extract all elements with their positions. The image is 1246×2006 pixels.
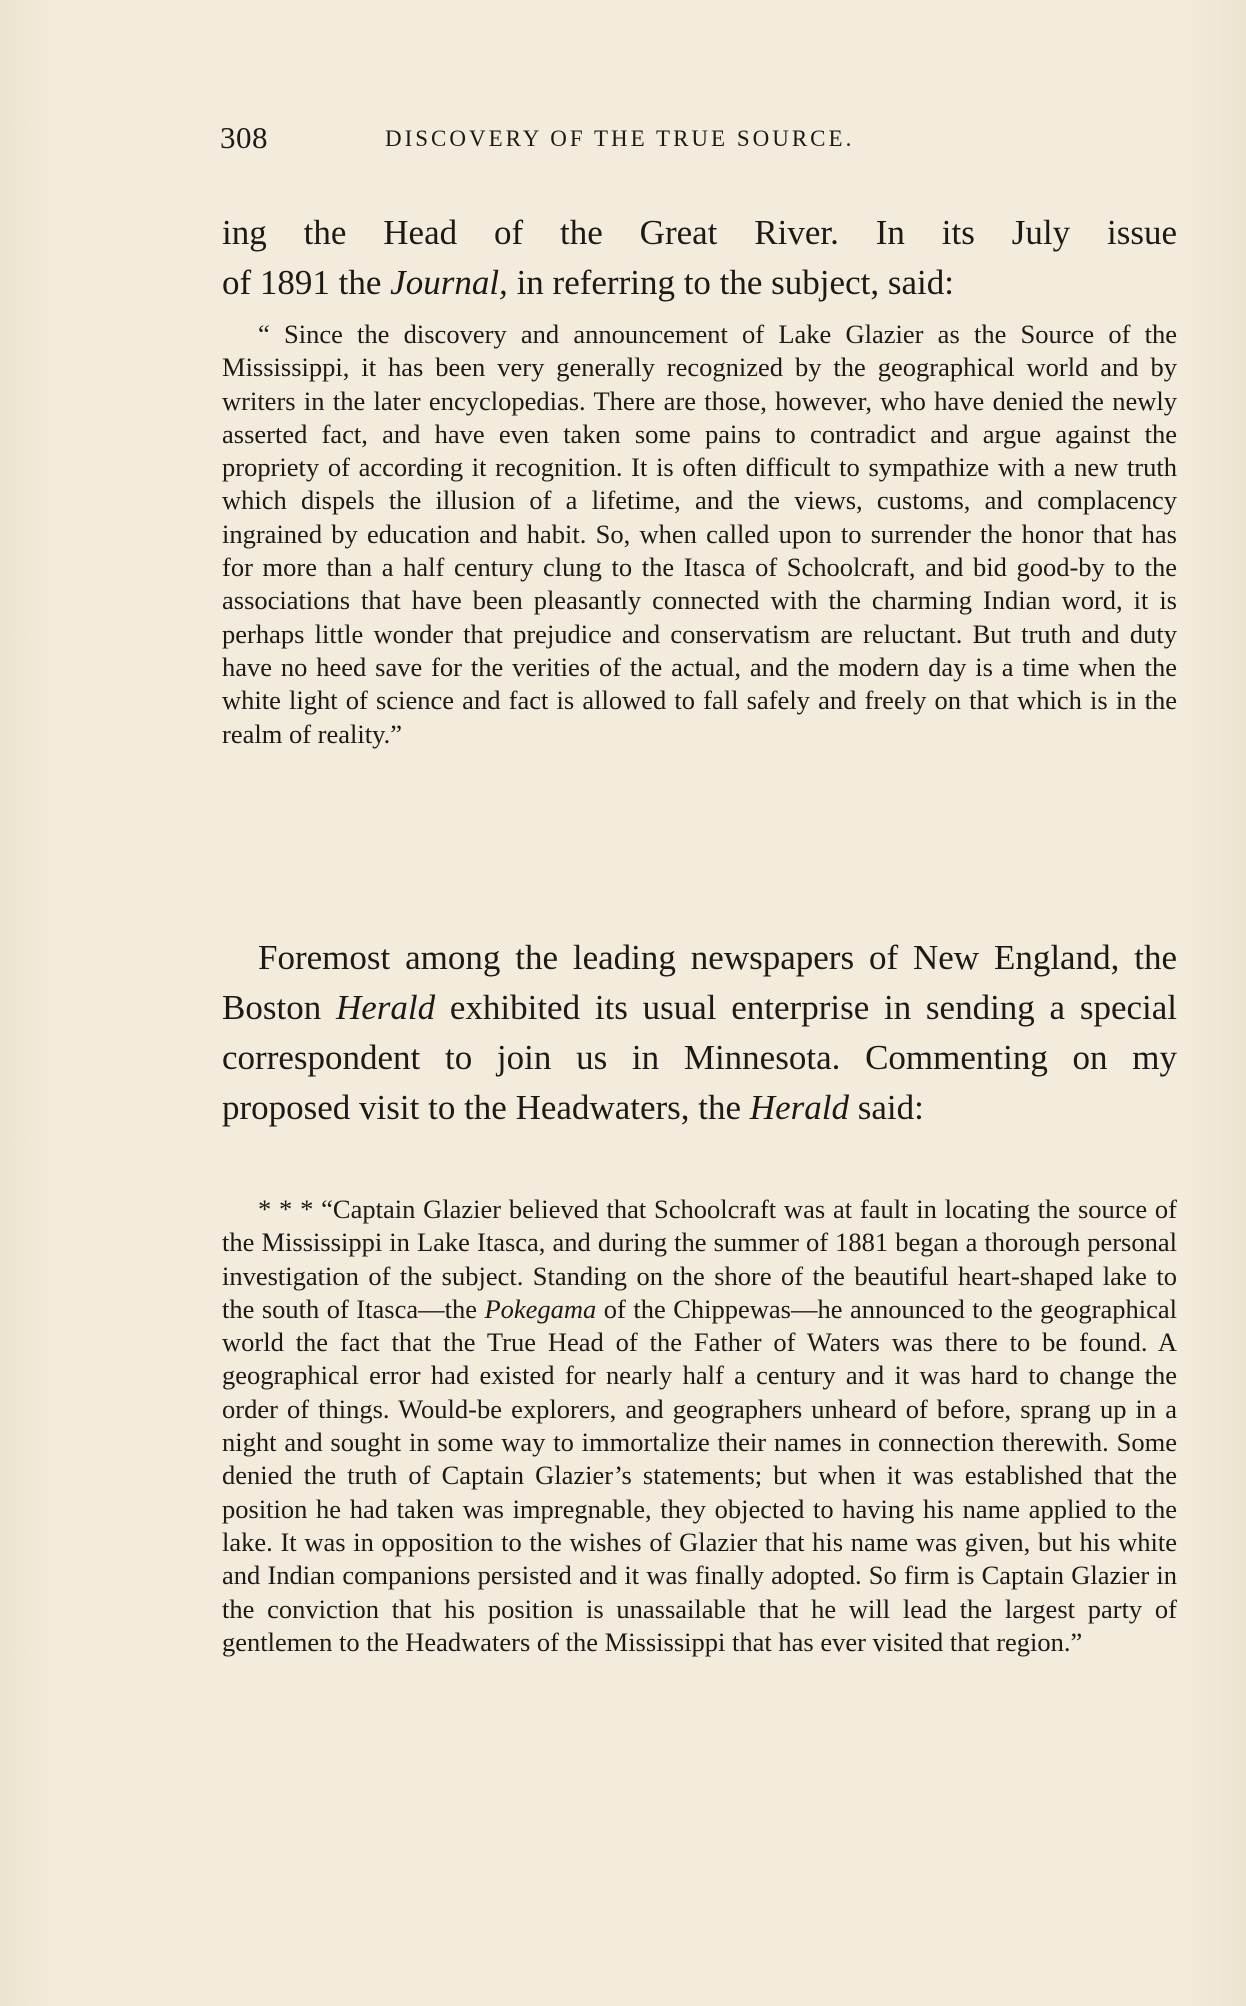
paragraph-intro-line-2 <box>222 258 1177 308</box>
paragraph-intro-line-1: ing the Head of the Great River. In its July issue <box>222 213 1177 252</box>
paragraph-herald-text-a: Foremost among the leading newspapers of New England, the Boston <box>222 938 1177 1027</box>
paragraph-herald-text <box>222 933 1177 1133</box>
paragraph-intro <box>222 208 1177 308</box>
block-quote-herald-text <box>222 1193 1177 1659</box>
journal-title: Journal, <box>390 263 508 302</box>
paragraph-herald <box>222 933 1177 1133</box>
herald-title-1: Herald <box>335 988 436 1027</box>
pokegama-name: Pokegama <box>484 1293 597 1324</box>
paragraph-intro-text-b: in referring to the subject, said: <box>507 263 954 302</box>
block-quote-herald <box>222 1193 1177 1659</box>
block-quote-journal-text: “ Since the discovery and announcement of Lake Glazier as the Source of the Mississippi, it has been very generally recognized by the geographical world and by writers in the later encyclopedias. There are those, however, who have denied the newly asserted fact, and have even taken some pains to contradict and argue against the propriety of according it recognition. It is often difficult to sympathize with a new truth which dispels the illusion of a lifetime, and the views, customs, and complacency ingrained by education and habit. So, when called upon to surrender the honor that has for more than a half century clung to the Itasca of Schoolcraft, and bid good-by to the associations that have been pleasantly connected with the charming Indian word, it is perhaps little wonder that prejudice and conservatism are reluctant. But truth and duty have no heed save for the verities of the actual, and the modern day is a time when the white light of science and fact is allowed to fall safely and freely on that which is in the realm of reality.” <box>222 319 1177 749</box>
page-number: 308 <box>220 120 268 155</box>
block-quote-herald-text-a: * * * “Captain Glazier believed that Schoolcraft was at fault in locating the source of the Mississippi in Lake Itasca, and during the summer of 1881 began a thorough personal investigation of the subject. Standing on the shore of the beautiful heart-shaped lake to the south of Itasca—the <box>222 1194 1177 1324</box>
running-head: DISCOVERY OF THE TRUE SOURCE. <box>385 126 855 151</box>
herald-title-2: Herald <box>749 1088 849 1127</box>
paragraph-herald-text-c: said: <box>848 1088 924 1127</box>
page-header <box>220 120 1040 160</box>
block-quote-herald-text-b: of the Chippewas—he announced to the geographical world the fact that the True Head of the Father of Waters was there to be found. A geographical error had existed for nearly half a century and it was hard to change the order of things. Would-be explorers, and geographers unheard of before, sprang up in a night and sought in some way to immortalize their names in connection therewith. Some denied the truth of Captain Glazier’s statements; but when it was established that the position he had taken was impregnable, they objected to having his name applied to the lake. It was in opposition to the wishes of Glazier that his name was given, but his white and Indian companions persisted and it was finally adopted. So firm is Captain Glazier in the conviction that his position is unassailable that he will lead the largest party of gentlemen to the Headwaters of the Mississippi that has ever visited that region.” <box>222 1293 1177 1657</box>
block-quote-journal <box>222 318 1177 751</box>
paragraph-intro-text-a: of 1891 the <box>222 263 391 302</box>
paragraph-herald-text-b: exhibited its usual enterprise in sending a special correspondent to join us in Minnesota. Commenting on my proposed visit to the Headwaters, the <box>222 988 1177 1127</box>
